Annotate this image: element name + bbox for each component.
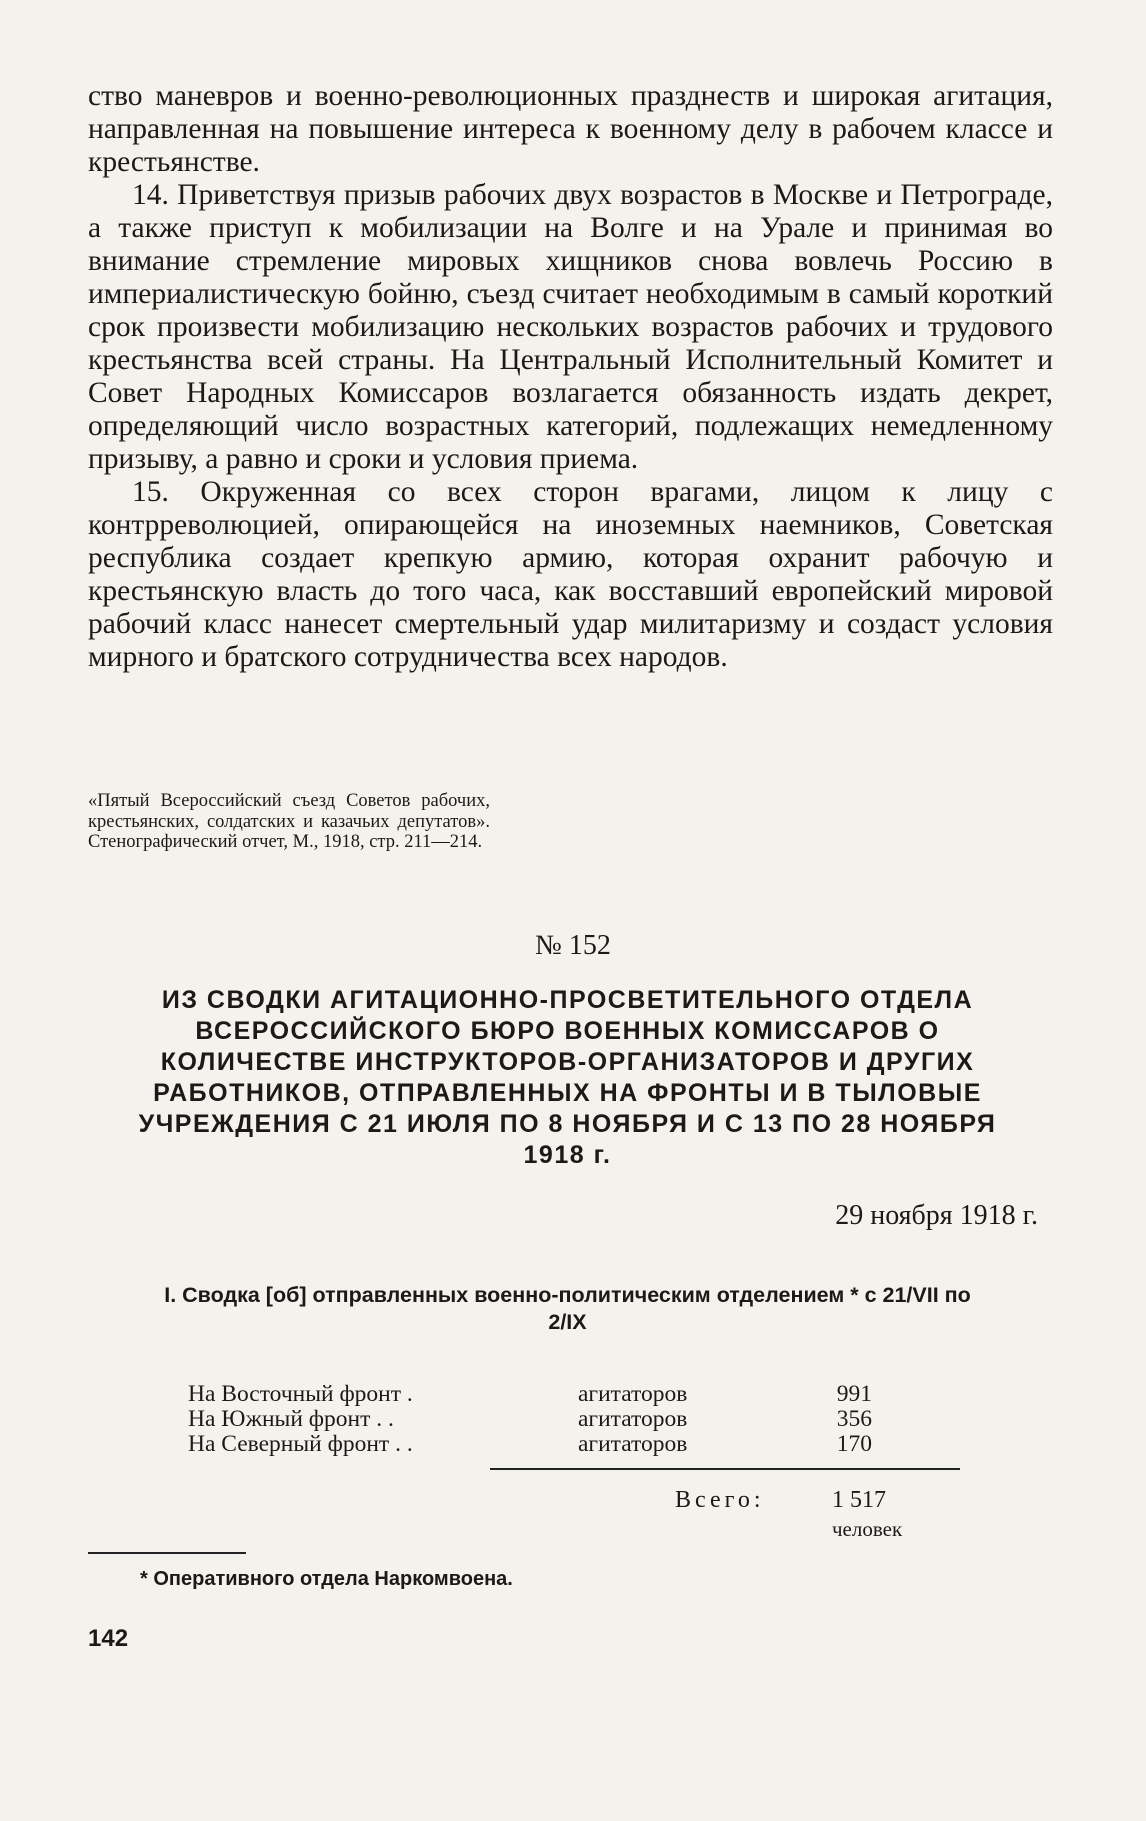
role-label: агитаторов — [578, 1381, 688, 1407]
agitators-table — [188, 1381, 958, 1456]
footnote-divider — [88, 1552, 246, 1554]
count-value: 991 — [836, 1381, 872, 1407]
role-label: агитаторов — [578, 1406, 688, 1432]
section-title: I. Сводка [об] отправленных военно-политическим отделением * с 21/VII по 2/IX — [164, 1283, 971, 1334]
page-number: 142 — [88, 1625, 129, 1652]
document-date: 29 ноября 1918 г. — [835, 1200, 1038, 1231]
paragraph-15: 15. Окруженная со всех сторон врагами, лицом к лицу с контрреволюцией, опирающейся на иноземных наемников, Советская республика создает крепкую армию, которая охранит рабочую и крестьянскую власть до того часа, как восставший европейский мировой рабочий класс нанесет смертельный удар милитаризму и создаст условия мирного и братского сотрудничества всех народов. — [88, 476, 1053, 673]
table-row — [188, 1406, 958, 1431]
paragraph-14: 14. Приветствуя призыв рабочих двух возрастов в Москве и Петрограде, а также приступ к мобилизации на Волге и на Урале и принимая во внимание стремление мировых хищников снова вовлечь Россию в империалистическую бойню, съезд считает необходимым в самый короткий срок произвести мобилизацию нескольких возрастов рабочих и трудового крестьянства всей страны. На Центральный Исполнительный Комитет и Совет Народных Комиссаров возлагается обязанность издать декрет, определяющий число возрастных категорий, подлежащих немедленному призыву, а равно и сроки и условия приема. — [88, 179, 1053, 475]
front-name: На Южный фронт . . — [188, 1406, 394, 1432]
table-row — [188, 1381, 958, 1406]
total-unit: человек — [832, 1517, 903, 1541]
source-citation: «Пятый Всероссийский съезд Советов рабочих, крестьянских, солдатских и казачьих депутатов». Стенографический отчет, М., 1918, стр. 211—214. — [88, 791, 490, 852]
total-label: Всего: — [675, 1487, 765, 1513]
count-value: 356 — [836, 1406, 872, 1432]
table-row — [188, 1431, 958, 1456]
count-value: 170 — [836, 1431, 872, 1457]
paragraph-continuation: ство маневров и военно-революционных празднеств и широкая агитация, направленная на повышение интереса к военному делу в рабочем классе и крестьянстве. — [88, 80, 1053, 178]
front-name: На Северный фронт . . — [188, 1431, 413, 1457]
front-name: На Восточный фронт . — [188, 1381, 413, 1407]
document-heading: ИЗ СВОДКИ АГИТАЦИОННО-ПРОСВЕТИТЕЛЬНОГО ОТДЕЛА ВСЕРОССИЙСКОГО БЮРО ВОЕННЫХ КОМИССАРОВ О КОЛИЧЕСТВЕ ИНСТРУКТОРОВ-ОРГАНИЗАТОРОВ И ДРУГИХ РАБОТНИКОВ, ОТПРАВЛЕННЫХ НА ФРОНТЫ И В ТЫЛОВЫЕ УЧРЕЖДЕНИЯ С 21 ИЮЛЯ ПО 8 НОЯБРЯ И С 13 ПО 28 НОЯБРЯ 1918 г. — [138, 986, 997, 1169]
document-number: № 152 — [535, 930, 611, 961]
total-divider — [490, 1468, 960, 1470]
footnote: * Оперативного отдела Наркомвоена. — [140, 1568, 513, 1590]
role-label: агитаторов — [578, 1431, 688, 1457]
main-text — [88, 80, 1053, 674]
total-value: 1 517 — [832, 1487, 886, 1513]
